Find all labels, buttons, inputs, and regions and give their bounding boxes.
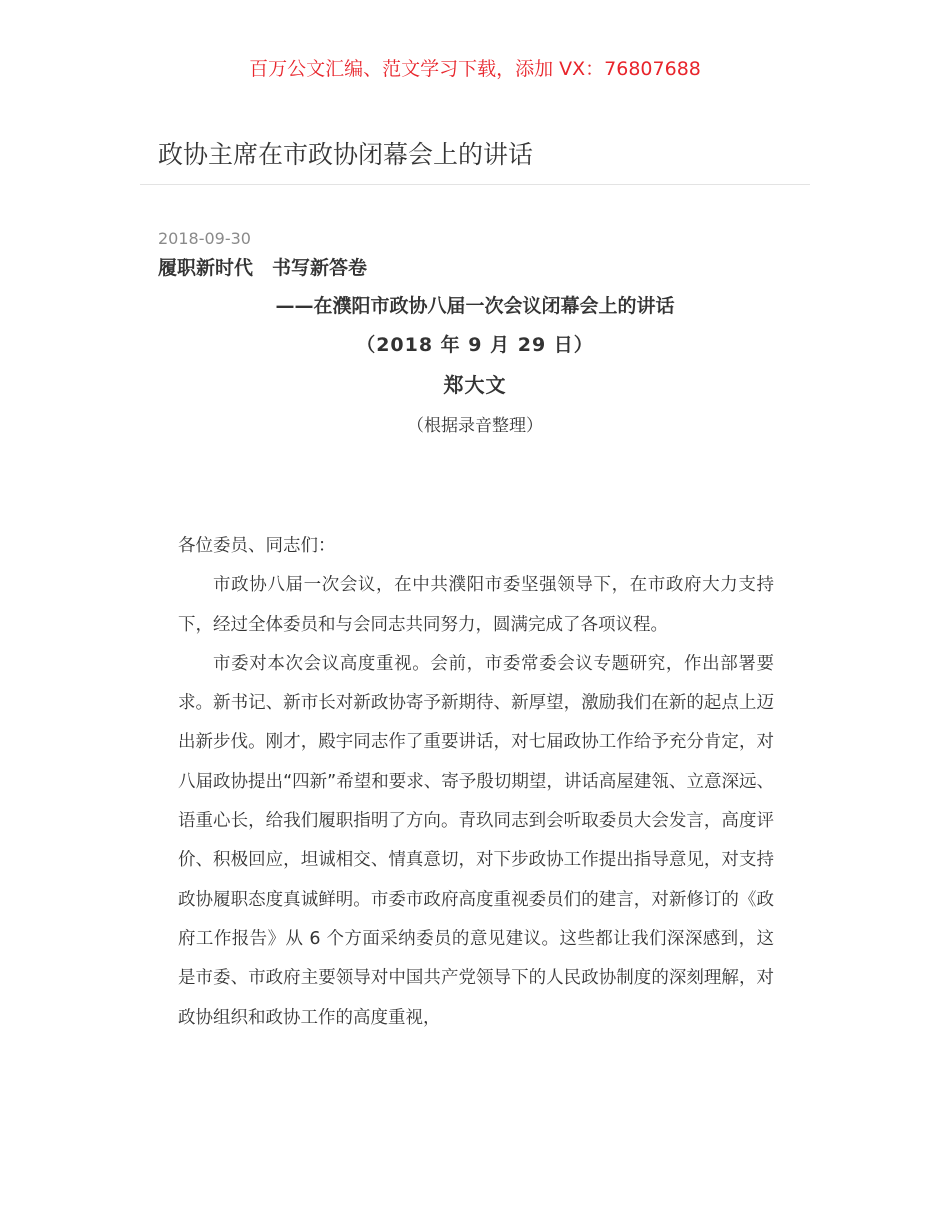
speech-date: （2018 年 9 月 29 日） <box>356 334 594 356</box>
article-body <box>178 527 774 1038</box>
page-title: 政协主席在市政协闭幕会上的讲话 <box>158 140 534 169</box>
transcription-note: （根据录音整理） <box>407 416 543 436</box>
promo-banner: 百万公文汇编、范文学习下载，添加 VX：76807688 <box>249 58 701 80</box>
article-headline: 履职新时代 书写新答卷 <box>158 257 368 279</box>
article-subtitle: ——在濮阳市政协八届一次会议闭幕会上的讲话 <box>275 295 675 317</box>
salutation: 各位委员、同志们： <box>178 536 336 556</box>
publish-date: 2018-09-30 <box>158 229 251 248</box>
title-divider <box>140 184 810 185</box>
body-paragraph: 市政协八届一次会议，在中共濮阳市委坚强领导下，在市政府大力支持下，经过全体委员和与会同志共同努力，圆满完成了各项议程。 <box>178 575 774 635</box>
speaker-name: 郑大文 <box>443 373 507 397</box>
body-paragraph: 市委对本次会议高度重视。会前，市委常委会议专题研究，作出部署要求。新书记、新市长对新政协寄予新期待、新厚望，激励我们在新的起点上迈出新步伐。刚才，殿宇同志作了重要讲话，对七届政协工作给予充分肯定，对八届政协提出“四新”希望和要求、寄予殷切期望，讲话高屋建瓴、立意深远、语重心长，给我们履职指明了方向。青玖同志到会听取委员大会发言，高度评价、积极回应，坦诚相交、情真意切，对下步政协工作提出指导意见，对支持政协履职态度真诚鲜明。市委市政府高度重视委员们的建言，对新修订的《政府工作报告》从 6 个方面采纳委员的意见建议。这些都让我们深深感到，这是市委、市政府主要领导对中国共产党领导下的人民政协制度的深刻理解，对政协组织和政协工作的高度重视， <box>178 653 774 1028</box>
